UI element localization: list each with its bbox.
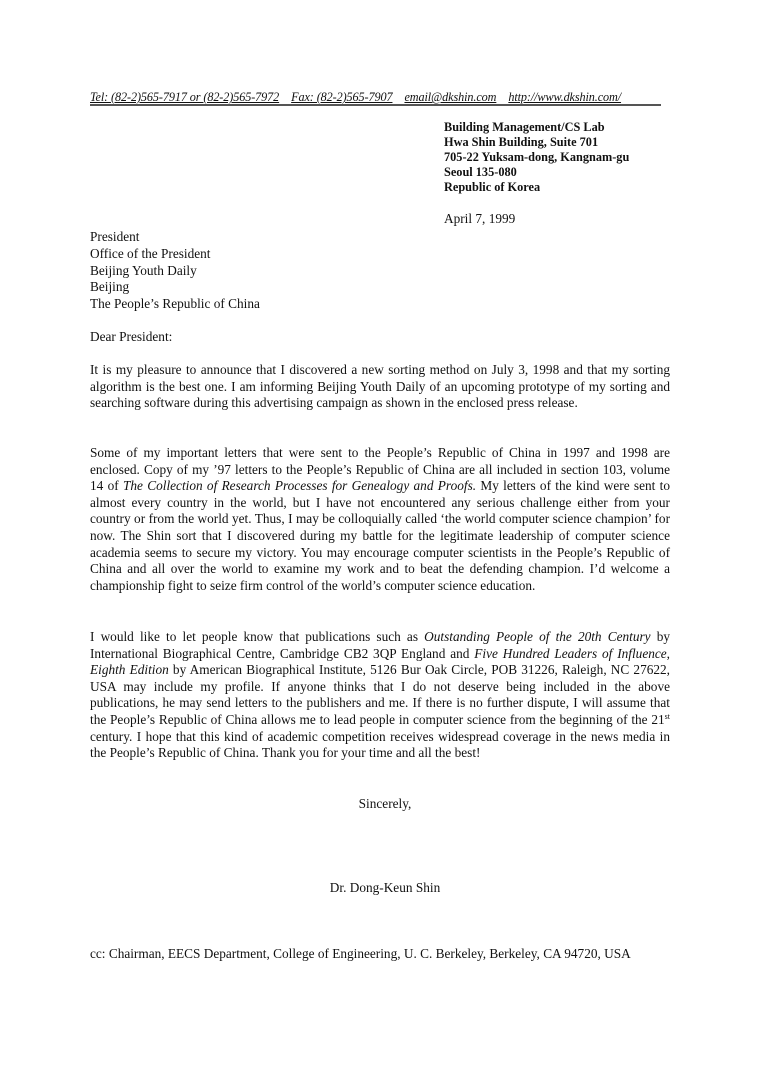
ordinal-suffix: st [664, 711, 670, 721]
publication-title: Outstanding People of the 20th Century [424, 629, 651, 644]
email-link[interactable]: email@dkshin.com [404, 90, 497, 104]
website-link[interactable]: http://www.dkshin.com/ [508, 90, 622, 104]
recipient-address [90, 229, 260, 313]
body-paragraph-2 [90, 445, 670, 594]
paragraph-text: century. I hope that this kind of academic competition receives widespread coverage in the news media in the People’s Republic of China. Thank you for your time and all the best! [90, 728, 670, 761]
cc-line: cc: Chairman, EECS Department, College of Engineering, U. C. Berkeley, Berkeley, CA 94720, USA [90, 946, 631, 961]
contact-header [90, 90, 661, 106]
sender-address-line: 705-22 Yuksam-dong, Kangnam-gu [444, 150, 630, 164]
body-paragraph-1: It is my pleasure to announce that I discovered a new sorting method on July 3, 1998 and that my sorting algorithm is the best one. I am informing Beijing Youth Daily of an upcoming prototype of my sorting and searching software during this advertising campaign as shown in the enclosed press release. [90, 362, 670, 411]
letter-date: April 7, 1999 [444, 211, 516, 226]
body-paragraph-3 [90, 629, 670, 762]
recipient-address-line: Office of the President [90, 245, 211, 261]
sender-address-line: Hwa Shin Building, Suite 701 [444, 135, 599, 149]
paragraph-text: by American Biographical Institute, 5126 Bur Oak Circle, POB 31226, Raleigh, NC 27622, USA may include my profile. If anyone thinks that I do not deserve being included in the above publications, he may send letters to the publishers and me. If there is no further dispute, I will assume that the People’s Republic of China allows me to lead people in computer science from the beginning of the 21 [90, 662, 670, 727]
paragraph-text: , [666, 645, 670, 661]
sender-address-line: Seoul 135-080 [444, 165, 517, 179]
closing: Sincerely, [358, 796, 412, 811]
phone-numbers: Tel: (82-2)565-7917 or (82-2)565-7972 [90, 90, 280, 104]
publication-title: Five Hundred Leaders of Influence [474, 645, 667, 661]
paragraph-text: by International Biographical Centre, Cambridge CB2 3QP England and [90, 629, 670, 661]
paragraph-text: I would like to let people know that publications such as [90, 629, 425, 644]
sender-address [444, 120, 629, 195]
recipient-address-line: Beijing Youth Daily [90, 262, 197, 278]
recipient-address-line: Beijing [90, 279, 130, 295]
recipient-address-line: President [90, 229, 140, 244]
sender-address-line: Building Management/CS Lab [444, 120, 605, 134]
book-title: The Collection of Research Processes for Genealogy and Proofs. [122, 478, 477, 494]
publication-edition: Eighth Edition [90, 662, 169, 678]
paragraph-text: My letters of the kind were sent to almost every country in the world, but I have not encountered any serious challenge either from your country or from the world yet. Thus, I may be colloquially called ‘the world computer science champion’ for now. The Shin sort that I discovered during my battle for the legitimate leadership of computer science academia seems to secure my victory. You may encourage computer scientists in the People’s Republic of China and all over the world to examine my work and to beat the defending champion. I’d welcome a championship fight to seize firm control of the world’s computer science education. [90, 478, 670, 593]
fax-number: Fax: (82-2)565-7907 [291, 90, 393, 104]
salutation: Dear President: [90, 329, 173, 344]
signature-name: Dr. Dong-Keun Shin [329, 880, 441, 895]
sender-address-line: Republic of Korea [444, 180, 541, 194]
recipient-address-line: The People’s Republic of China [90, 296, 260, 312]
paragraph-text: Some of my important letters that were sent to the People’s Republic of China in 1997 and 1998 are enclosed. Copy of my ’97 letters to the People’s Republic of China are all included in section 103, volume 14 of [90, 445, 670, 494]
